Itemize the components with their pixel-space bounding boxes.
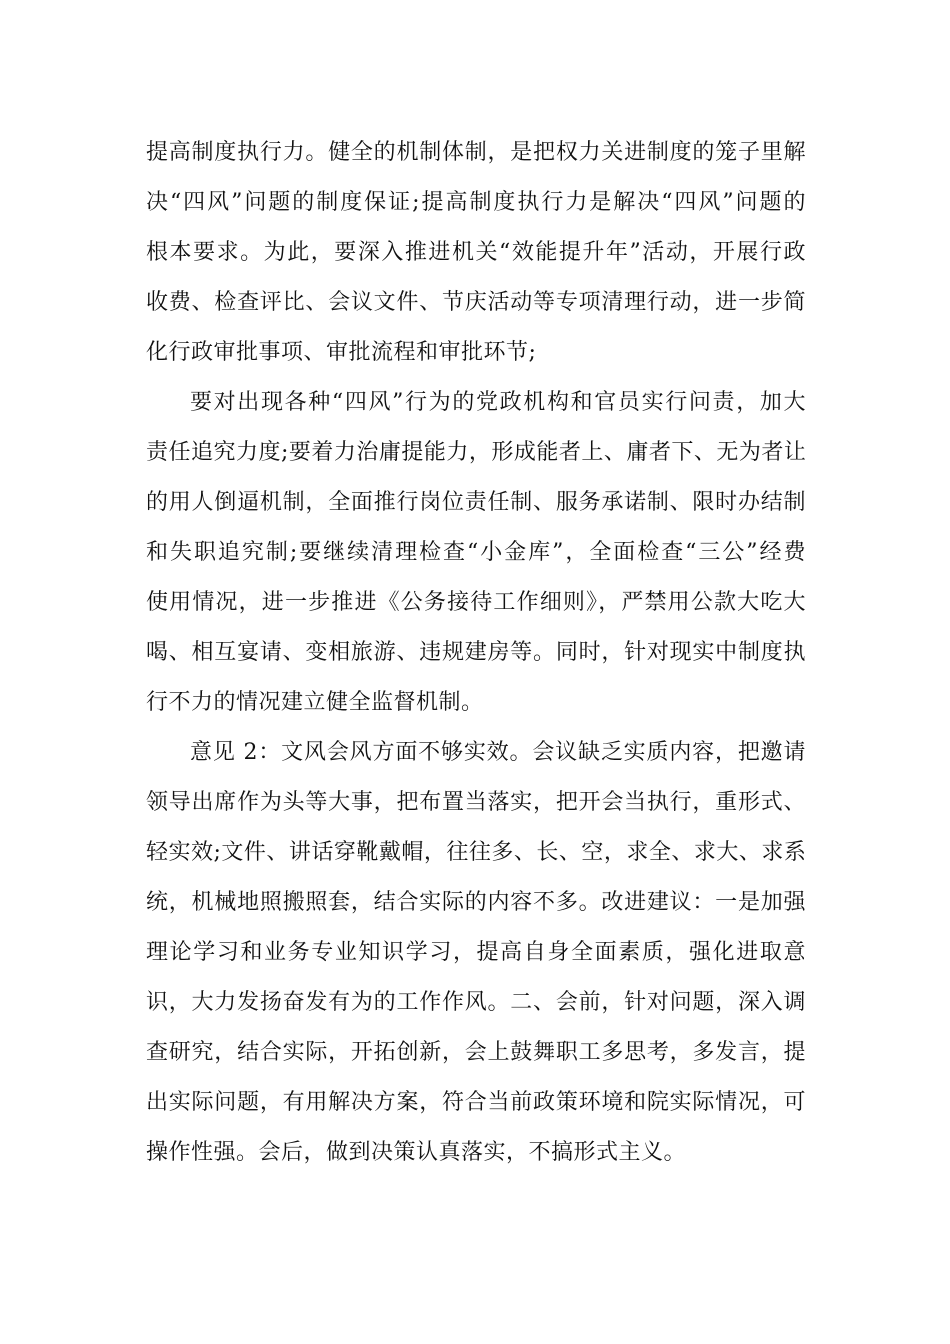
text-line: 要对出现各种“四风”行为的党政机构和官员实行问责，加大 xyxy=(190,390,806,415)
document-body xyxy=(146,128,806,1178)
text-line: 查研究，结合实际，开拓创新，会上鼓舞职工多思考，多发言，提 xyxy=(146,1040,806,1065)
text-line: 和失职追究制;要继续清理检查“小金库”，全面检查“三公”经费 xyxy=(146,540,806,565)
text-line: 使用情况，进一步推进《公务接待工作细则》，严禁用公款大吃大 xyxy=(146,590,806,615)
text-line: 决“四风”问题的制度保证;提高制度执行力是解决“四风”问题的 xyxy=(146,190,806,215)
text-line: 领导出席作为头等大事，把布置当落实，把开会当执行，重形式、 xyxy=(146,790,806,815)
text-line: 收费、检查评比、会议文件、节庆活动等专项清理行动，进一步简 xyxy=(146,290,806,315)
paragraph-3 xyxy=(146,728,806,1178)
text-line: 轻实效;文件、讲话穿靴戴帽，往往多、长、空，求全、求大、求系 xyxy=(146,840,807,865)
text-line: 提高制度执行力。健全的机制体制，是把权力关进制度的笼子里解 xyxy=(146,140,806,165)
text-line: 识，大力发扬奋发有为的工作作风。二、会前，针对问题，深入调 xyxy=(146,990,806,1015)
text-line: 理论学习和业务专业知识学习，提高自身全面素质，强化进取意 xyxy=(146,940,806,965)
text-line: 出实际问题，有用解决方案，符合当前政策环境和院实际情况，可 xyxy=(146,1090,806,1115)
paragraph-1 xyxy=(146,128,806,378)
text-line: 责任追究力度;要着力治庸提能力，形成能者上、庸者下、无为者让 xyxy=(146,440,807,465)
text-line: 意见 2：文风会风方面不够实效。会议缺乏实质内容，把邀请 xyxy=(190,740,806,765)
paragraph-2 xyxy=(146,378,806,728)
text-line: 行不力的情况建立健全监督机制。 xyxy=(146,690,484,715)
text-line: 操作性强。会后，做到决策认真落实，不搞形式主义。 xyxy=(146,1140,687,1165)
text-line: 的用人倒逼机制，全面推行岗位责任制、服务承诺制、限时办结制 xyxy=(146,490,806,515)
text-line: 统，机械地照搬照套，结合实际的内容不多。改进建议：一是加强 xyxy=(146,890,806,915)
text-line: 喝、相互宴请、变相旅游、违规建房等。同时，针对现实中制度执 xyxy=(146,640,806,665)
text-line: 化行政审批事项、审批流程和审批环节; xyxy=(146,340,537,365)
text-line: 根本要求。为此，要深入推进机关“效能提升年”活动，开展行政 xyxy=(146,240,806,265)
